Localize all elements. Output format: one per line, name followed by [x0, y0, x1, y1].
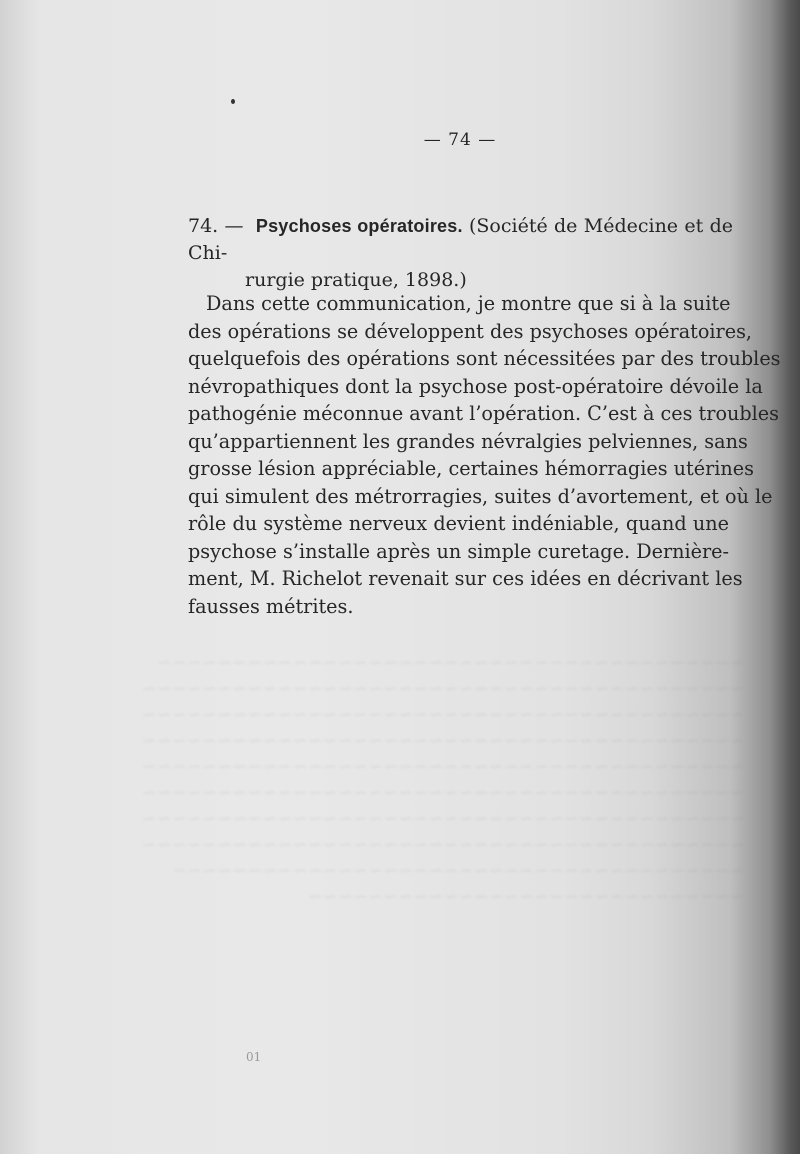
- body-line: psychose s’installe après un simple curetage. Dernière-: [188, 539, 729, 563]
- body-line: rôle du système nerveux devient indéniable, quand une: [188, 512, 729, 535]
- show-through-texture: ~~~~~~~~~~~~~~~~~~~~~~~~~~~~~~~~~~~~~~~ ~~~~~~~~~~~~~~~~~~~~~~~~~~~~~~~~~~~~~~~~ ~~~~~~~~~~~~~~~~~~~~~~~~~~~~~~~~~~~~~~~~ ~~~~~~~~~~~~~~~~~~~~~~~~~~~~~~~~~~~~~~~~ ~~~~~~~~~~~~~~~~~~~~~~~~~~~~~~~~~~~~~~~~ ~~~~~~~~~~~~~~~~~~~~~~~~~~~~~~~~~~~~~~~~ ~~~~~~~~~~~~~~~~~~~~~~~~~~~~~~~~~~~~~~~~ ~~~~~~~~~~~~~~~~~~~~~~~~~~~~~~~~~~~~~~~~ ~~~~~~~~~~~~~~~~~~~~~~~~~~~~~~~~~~~~~~ ~~~~~~~~~~~~~~~~~~~~~~~~~~~~~: [141, 652, 745, 907]
- entry-number: 74. —: [188, 215, 244, 237]
- body-line: des opérations se développent des psychoses opératoires,: [188, 319, 753, 343]
- ink-speck: [231, 99, 235, 104]
- body-line: quelquefois des opérations sont nécessitées par des troubles: [188, 347, 781, 370]
- body-line: fausses métrites.: [188, 594, 354, 618]
- entry-title: Psychoses opératoires.: [255, 216, 463, 236]
- body-line: qui simulent des métrorragies, suites d’avortement, et où le: [188, 484, 773, 508]
- body-line: qu’appartiennent les grandes névralgies pelviennes, sans: [188, 429, 748, 453]
- body-line: ment, M. Richelot revenait sur ces idées en décrivant les: [188, 567, 743, 590]
- body-line: pathogénie méconnue avant l’opération. C’est à ces troubles: [188, 402, 779, 425]
- body-paragraph: [188, 290, 781, 620]
- body-line: Dans cette communication, je montre que si à la suite: [206, 292, 731, 315]
- body-line: névropathiques dont la psychose post-opératoire dévoile la: [188, 374, 763, 398]
- entry-heading: [188, 213, 733, 294]
- body-line: grosse lésion appréciable, certaines hémorragies utérines: [188, 457, 754, 480]
- entry-source-line-1: (Société de Médecine et de Chi-: [188, 215, 733, 264]
- margin-mark: 01: [246, 1050, 262, 1064]
- entry-source-line-2: rurgie pratique, 1898.): [245, 269, 467, 291]
- page-number: — 74 —: [423, 130, 497, 150]
